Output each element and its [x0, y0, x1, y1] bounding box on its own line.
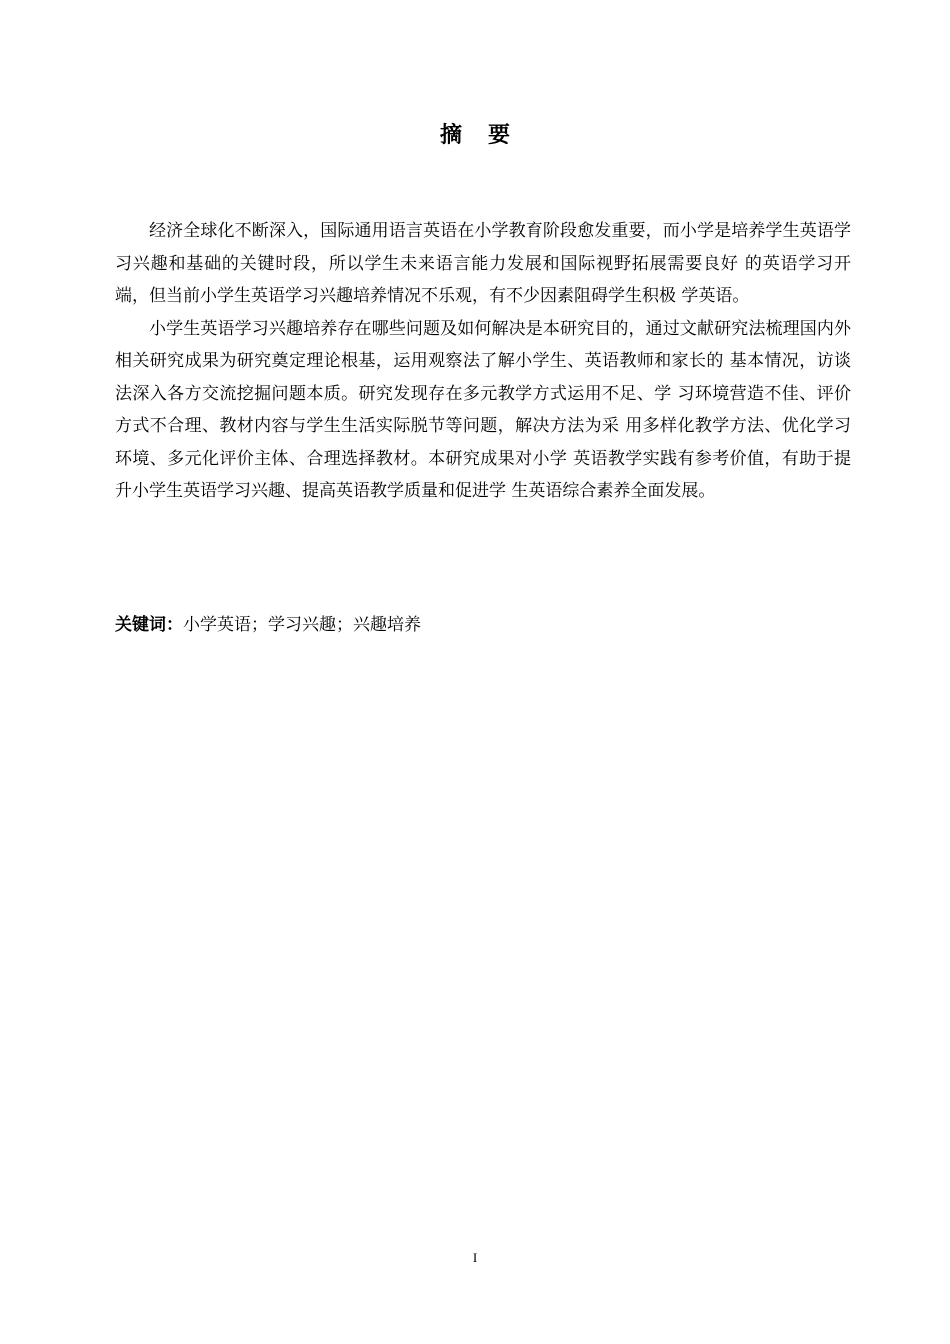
keywords-label: 关键词：: [115, 615, 183, 635]
page-number: I: [472, 1250, 478, 1265]
abstract-paragraph-2: 小学生英语学习兴趣培养存在哪些问题及如何解决是本研究目的，通过文献研究法梳理国内外相关研究成果为研究奠定理论根基，运用观察法了解小学生、英语教师和家长的 基本情况，访谈法深入各方交流挖掘问题本质。研究发现存在多元教学方式运用不足、学 习环境营造不佳、评价方式不合理、教材内容与学生生活实际脱节等问题，解决方法为采 用多样化教学方法、优化学习环境、多元化评价主体、合理选择教材。本研究成果对小学 英语教学实践有参考价值，有助于提升小学生英语学习兴趣、提高英语教学质量和促进学 生英语综合素养全面发展。: [115, 318, 851, 501]
keywords-line: [115, 611, 851, 639]
abstract-title-char-2: 要: [488, 123, 511, 148]
abstract-title: [0, 118, 950, 149]
abstract-paragraph-1: 经济全球化不断深入，国际通用语言英语在小学教育阶段愈发重要，而小学是培养学生英语学习兴趣和基础的关键时段，所以学生未来语言能力发展和国际视野拓展需要良好 的英语学习开端，但当前小学生英语学习兴趣培养情况不乐观，有不少因素阻碍学生积极 学英语。: [115, 221, 851, 306]
abstract-body: [115, 215, 851, 508]
keywords-text: 小学英语；学习兴趣；兴趣培养: [183, 615, 421, 635]
abstract-title-char-1: 摘: [439, 123, 462, 148]
